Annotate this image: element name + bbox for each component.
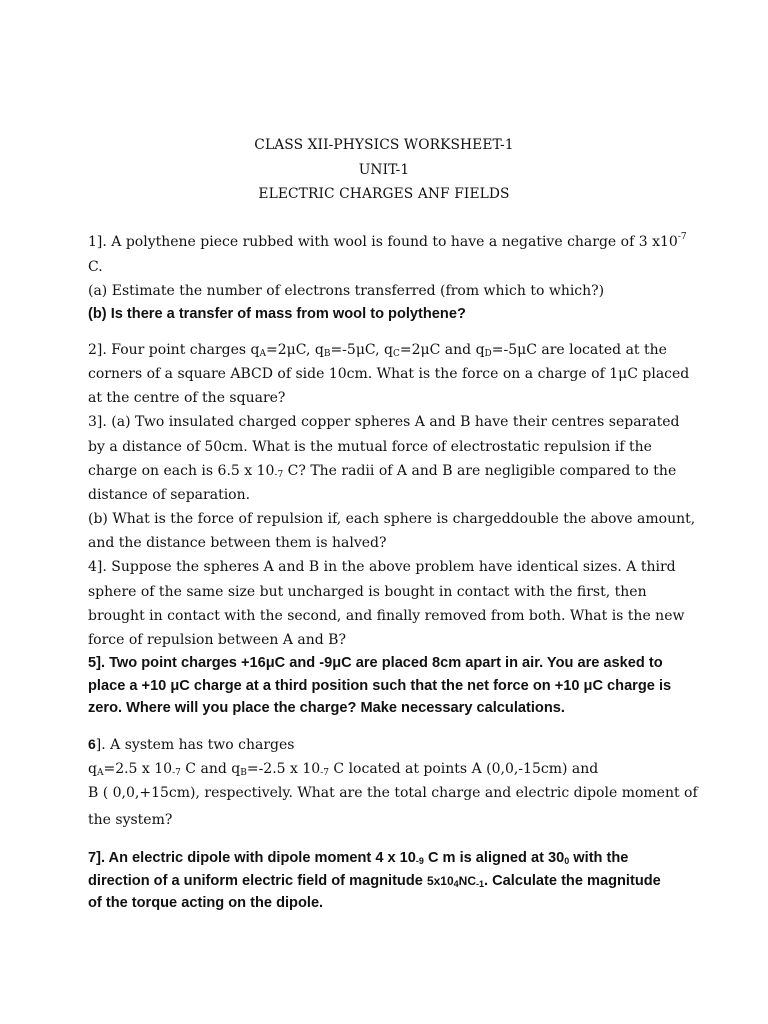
q6-line4: the system? <box>88 812 173 828</box>
q3-line2: by a distance of 50cm. What is the mutual force of electrostatic repulsion if the <box>88 439 652 455</box>
q3-line1: 3]. (a) Two insulated charged copper spheres A and B have their centres separated <box>88 414 680 430</box>
q1-part-a: (a) Estimate the number of electrons transferred (from which to which?) <box>88 283 605 299</box>
q2-line2: corners of a square ABCD of side 10cm. What is the force on a charge of 1μC placed <box>88 366 690 382</box>
q2-line1: 2]. Four point charges $q_A=2\mu C$, $q_B=-5\mu C$, $q_C=2\mu C$ and $q_D=-5\mu C$ are located at the <box>88 342 667 359</box>
q5-line2: place a +10 μC charge at a third position such that the net force on +10 μC charge is <box>88 678 672 694</box>
q3-part-b: (b) What is the force of repulsion if, each sphere is chargeddouble the above amount, <box>88 511 696 527</box>
worksheet-title: CLASS XII-PHYSICS WORKSHEET-1 <box>254 137 514 153</box>
q6-line2: $q_A=2.5$ x 10-7 C and $q_B=-2.5$ x 10-7 C located at points A (0,0,-15cm) and <box>88 761 599 778</box>
q1-line2: C. <box>88 259 103 275</box>
q7-line2: direction of a uniform electric field of magnitude 5x104NC-1. Calculate the magnitude <box>88 873 661 889</box>
q3-line6: and the distance between them is halved? <box>88 535 387 551</box>
q6-line3: B ( 0,0,+15cm), respectively. What are the total charge and electric dipole moment of <box>88 785 698 801</box>
q2-line3: at the centre of the square? <box>88 390 286 406</box>
q1-line1: 1]. A polythene piece rubbed with wool is found to have a negative charge of 3 $x10^{-7}$ <box>88 232 687 250</box>
q4-line1: 4]. Suppose the spheres A and B in the above problem have identical sizes. A third <box>88 559 676 575</box>
chapter-heading: ELECTRIC CHARGES ANF FIELDS <box>258 186 510 202</box>
q1-part-b: (b) Is there a transfer of mass from wool to polythene? <box>88 306 466 322</box>
q6-line1: 6]. A system has two charges <box>88 736 295 753</box>
q4-line3: brought in contact with the second, and finally removed from both. What is the new <box>88 608 685 624</box>
q5-line3: zero. Where will you place the charge? Make necessary calculations. <box>88 700 565 716</box>
q4-line2: sphere of the same size but uncharged is bought in contact with the first, then <box>88 584 647 600</box>
q4-line4: force of repulsion between A and B? <box>88 632 346 648</box>
q5-line1: 5]. Two point charges +16μC and -9μC are placed 8cm apart in air. You are asked to <box>88 655 663 671</box>
q3-line3: charge on each is 6.5 x 10-7 C? The radii of A and B are negligible compared to the <box>88 463 677 480</box>
unit-heading: UNIT-1 <box>358 162 410 178</box>
q7-line1: 7]. An electric dipole with dipole moment 4 x 10-9 C m is aligned at 300 with the <box>88 850 629 866</box>
q7-line3: of the torque acting on the dipole. <box>88 895 324 911</box>
q3-line4: distance of separation. <box>88 487 251 503</box>
